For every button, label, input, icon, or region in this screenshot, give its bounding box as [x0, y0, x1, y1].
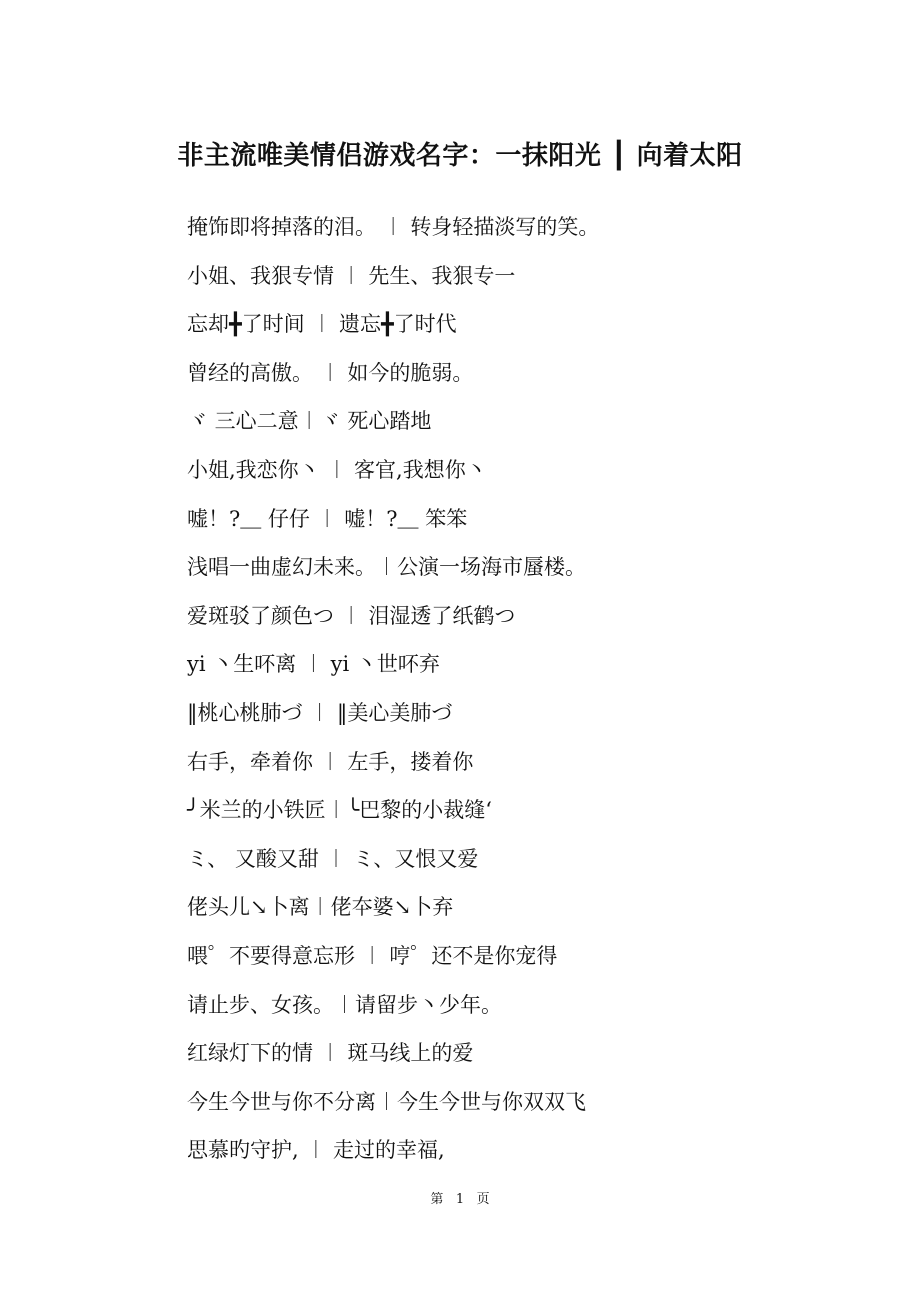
page-suffix: 页 — [476, 1192, 490, 1207]
list-item: 今生今世与你不分离︱今生今世与你双双飞 — [187, 1089, 586, 1114]
list-item: 小姐,我恋你丶 ︱ 客官,我想你丶 — [187, 457, 487, 482]
list-item: 爱斑驳了颜色つ ︱ 泪湿透了纸鹤つ — [187, 603, 516, 628]
name-pair-list — [187, 203, 867, 1175]
list-item: ヾ 三心二意︱ヾ 死心踏地 — [187, 409, 432, 434]
list-item: 请止步、女孩。︱请留步丶少年。 — [187, 992, 502, 1017]
list-item: 曾经的高傲。 ︱ 如今的脆弱。 — [187, 360, 474, 385]
list-item: ミ、 又酸又甜 ︱ ミ、又恨又爱 — [187, 846, 479, 871]
list-item: ╯米兰的小铁匠︱╰巴黎的小裁缝‘ — [187, 798, 492, 823]
list-item: 忘却╋了时间 ︱ 遗忘╋了时代 — [187, 312, 457, 337]
page-footer — [0, 1190, 920, 1210]
list-item: 小姐、我狠专情 ︱ 先生、我狠专一 — [187, 263, 516, 288]
page-number: 1 — [455, 1192, 465, 1207]
list-item: 掩饰即将掉落的泪。 ︱ 转身轻描淡写的笑。 — [187, 215, 600, 239]
list-item: ‖桃心桃肺づ ︱ ‖美心美肺づ — [187, 700, 453, 725]
list-item: 思慕旳守护, ︱ 走过的幸福, — [187, 1138, 445, 1163]
list-item: 红绿灯下的情 ︱ 斑马线上的爱 — [187, 1041, 474, 1066]
list-item: 佬头儿↘卜离︱佬夲婆↘卜弃 — [187, 895, 454, 920]
list-item: 浅唱一曲虚幻未来。︱公演一场海市蜃楼。 — [187, 555, 586, 580]
list-item: yi 丶生吥离 ︱ yi 丶世吥弃 — [187, 652, 440, 677]
list-item: 右手，牵着你 ︱ 左手，搂着你 — [187, 749, 474, 774]
page-prefix: 第 — [430, 1192, 444, 1207]
document-title: 非主流唯美情侣游戏名字：一抹阳光 ┃ 向着太阳 — [177, 141, 743, 171]
list-item: 嘘！?＿ 仔仔 ︱ 嘘！?＿ 笨笨 — [187, 506, 468, 531]
list-item: 喂゜不要得意忘形 ︱ 哼゜还不是你宠得 — [187, 943, 558, 968]
